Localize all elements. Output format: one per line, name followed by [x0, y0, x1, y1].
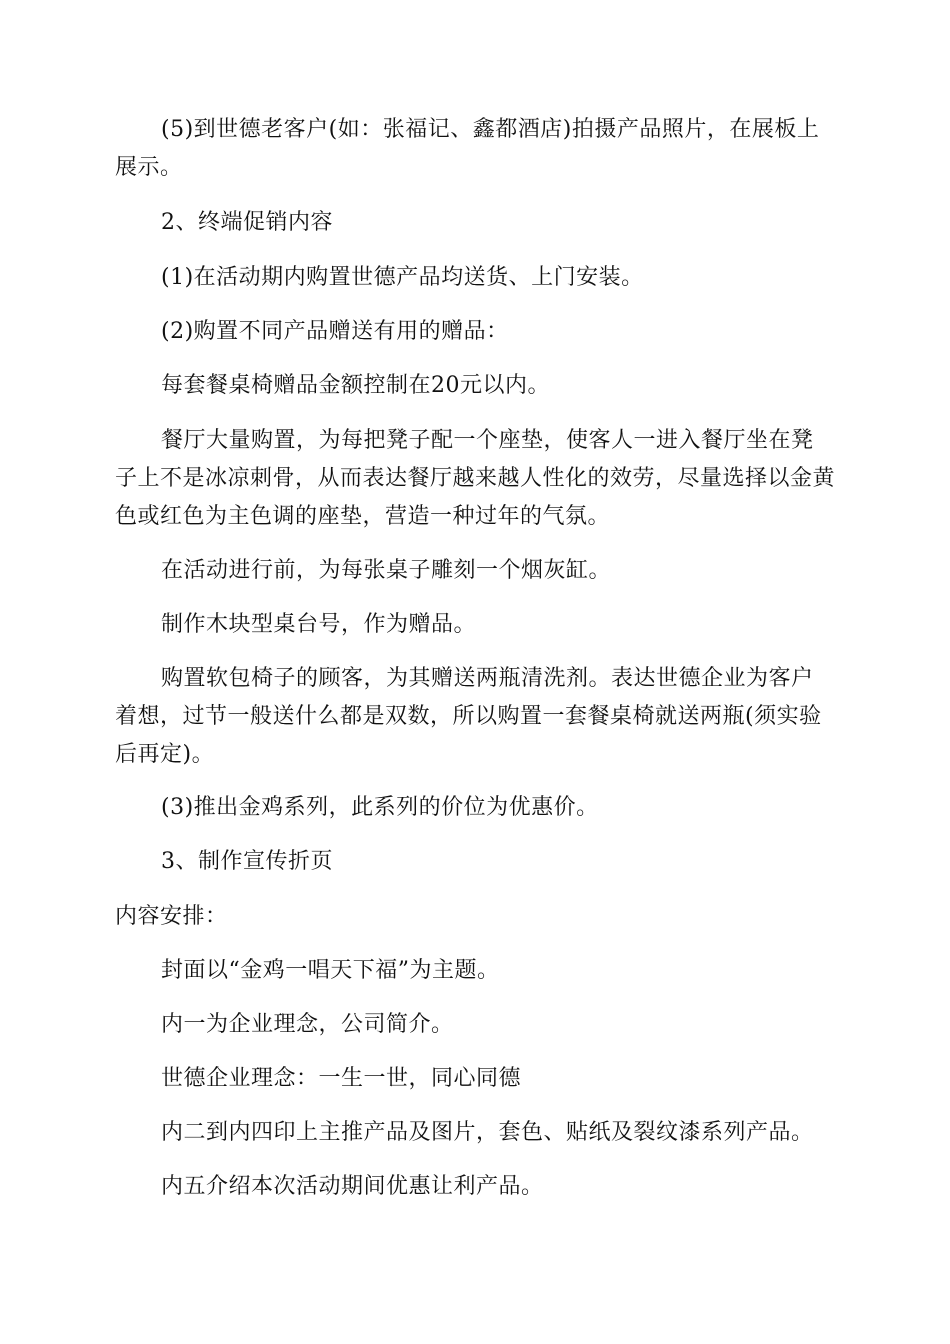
paragraph-inner-two-to-four: 内二到内四印上主推产品及图片，套色、贴纸及裂纹漆系列产品。 [161, 1120, 814, 1145]
paragraph-golden-rooster-series: (3)推出金鸡系列，此系列的价位为优惠价。 [161, 795, 599, 820]
paragraph-inner-one: 内一为企业理念，公司简介。 [161, 1012, 454, 1037]
paragraph-gifts-intro: (2)购置不同产品赠送有用的赠品： [161, 319, 509, 344]
paragraph-delivery-installation: (1)在活动期内购置世德产品均送货、上门安装。 [161, 265, 644, 290]
paragraph-ashtray: 在活动进行前，为每张桌子雕刻一个烟灰缸。 [161, 558, 612, 583]
paragraph-content-arrangement: 内容安排： [115, 904, 228, 929]
paragraph-inner-five: 内五介绍本次活动期间优惠让利产品。 [161, 1174, 544, 1199]
paragraph-photo-display: (5)到世德老客户(如：张福记、鑫都酒店)拍摄产品照片，在展板上展示。 [115, 117, 820, 180]
paragraph-cleaning-agent: 购置软包椅子的顾客，为其赠送两瓶清洗剂。表达世德企业为客户着想，过节一般送什么都是双数，所以购置一套餐桌椅就送两瓶(须实验后再定)。 [115, 666, 822, 767]
paragraph-cover-theme: 封面以“金鸡一唱天下福”为主题。 [161, 958, 500, 983]
heading-terminal-promotion: 2、终端促销内容 [161, 210, 333, 235]
paragraph-company-philosophy: 世德企业理念：一生一世，同心同德 [161, 1066, 522, 1091]
paragraph-table-number: 制作木块型桌台号，作为赠品。 [161, 612, 477, 637]
paragraph-gift-budget: 每套餐桌椅赠品金额控制在20元以内。 [161, 373, 550, 398]
heading-brochure: 3、制作宣传折页 [161, 849, 333, 874]
paragraph-seat-cushion: 餐厅大量购置，为每把凳子配一个座垫，使客人一进入餐厅坐在凳子上不是冰凉刺骨，从而表达餐厅越来越人性化的效劳，尽量选择以金黄色或红色为主色调的座垫，营造一种过年的气氛。 [115, 428, 836, 529]
